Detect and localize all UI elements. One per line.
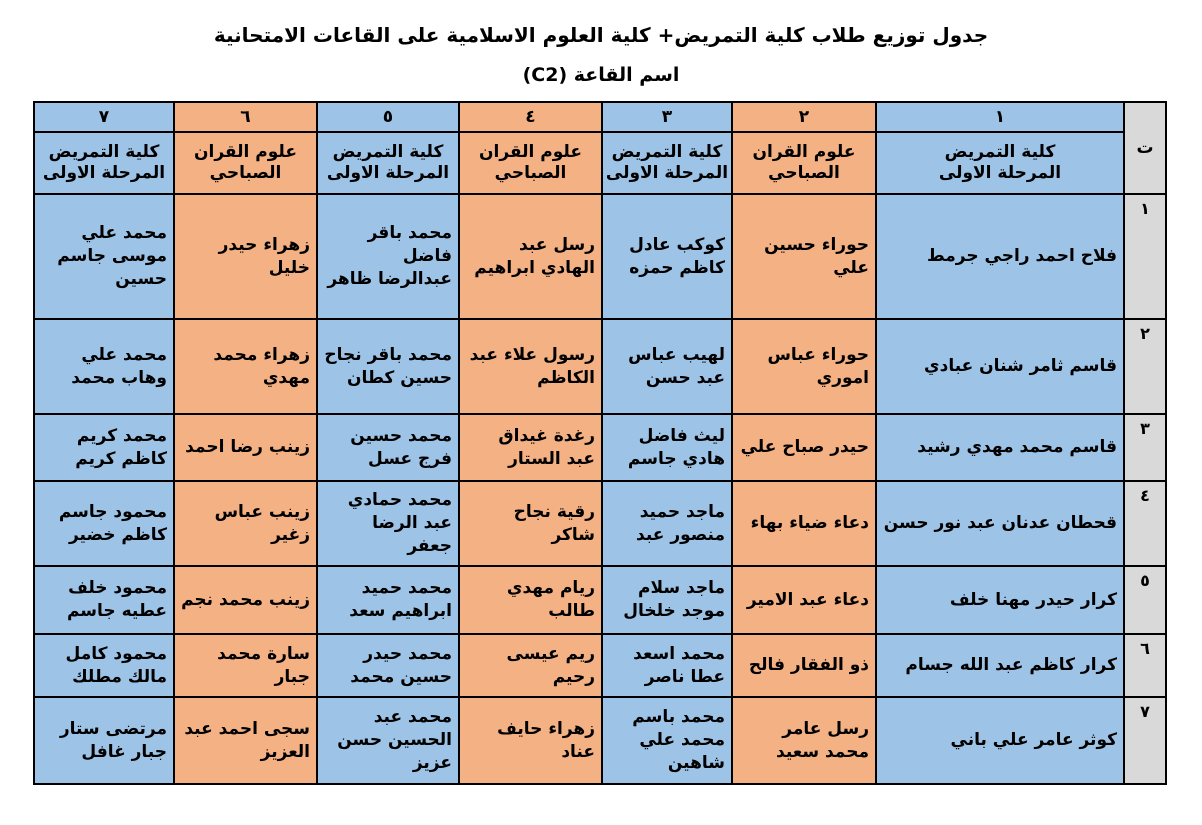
student-name-cell: رسل عبد الهادي ابراهيم [459,194,602,319]
student-name-cell: رسول علاء عبد الكاظم [459,319,602,414]
student-name-cell: كرار حيدر مهنا خلف [876,566,1124,634]
student-name-cell: زهراء حيدر خليل [174,194,317,319]
student-name-cell: محمد علي موسى جاسم حسين [34,194,174,319]
row-serial: ٧ [1124,697,1166,784]
student-name-cell: محمد علي وهاب محمد [34,319,174,414]
student-name-cell: ذو الفقار فالح [732,634,876,697]
student-name-cell: زينب محمد نجم [174,566,317,634]
student-name-cell: ماجد سلام موجد خلخال [602,566,732,634]
student-name-cell: محمود كامل مالك مطلك [34,634,174,697]
student-name-cell: زينب عباس زغير [174,481,317,566]
table-row [34,634,1166,697]
student-name-cell: محمد باسم محمد علي شاهين [602,697,732,784]
college-name: كلية التمريض المرحلة الاولى [42,141,166,183]
document-title: جدول توزيع طلاب كلية التمريض+ كلية العلوم الاسلامية على القاعات الامتحانية [213,23,989,47]
student-name-cell: كرار كاظم عبد الله جسام [876,634,1124,697]
table-row [34,319,1166,414]
student-name-cell: دعاء ضياء بهاء [732,481,876,566]
student-name-cell: كوثر عامر علي باني [876,697,1124,784]
table-row [34,194,1166,319]
student-name-cell: محمد باقر فاضل عبدالرضا ظاهر [317,194,459,319]
column-number-4: ٤ [459,102,602,132]
table-row [34,481,1166,566]
college-name: علوم القران الصباحي [752,141,856,183]
student-name-cell: لهيب عباس عبد حسن [602,319,732,414]
student-name-cell: محمود خلف عطيه جاسم [34,566,174,634]
student-name-cell: رغدة غيداق عبد الستار [459,414,602,481]
student-name-cell: محمد حسين فرج عسل [317,414,459,481]
row-serial: ٦ [1124,634,1166,697]
college-name: كلية التمريض المرحلة الاولى [605,141,729,183]
student-name-cell: ريم عيسى رحيم [459,634,602,697]
student-name-cell: رقية نجاح شاكر [459,481,602,566]
column-college-header [174,132,317,194]
row-serial: ١ [1124,194,1166,319]
column-number-6: ٦ [174,102,317,132]
student-name-cell: محمود جاسم كاظم خضير [34,481,174,566]
student-name-cell: محمد حيدر حسين محمد [317,634,459,697]
student-name-cell: قاسم ثامر شنان عبادي [876,319,1124,414]
column-number-7: ٧ [34,102,174,132]
column-college-header [602,132,732,194]
row-serial: ٤ [1124,481,1166,566]
table-row [34,566,1166,634]
student-name-cell: ماجد حميد منصور عبد [602,481,732,566]
student-name-cell: حوراء حسين علي [732,194,876,319]
column-college-header [459,132,602,194]
student-name-cell: سارة محمد جبار [174,634,317,697]
column-number-2: ٢ [732,102,876,132]
student-name-cell: كوكب عادل كاظم حمزه [602,194,732,319]
column-number-1: ١ [876,102,1124,132]
student-name-cell: محمد حميد ابراهيم سعد [317,566,459,634]
student-name-cell: فلاح احمد راجي جرمط [876,194,1124,319]
student-name-cell: محمد باقر نجاح حسين كطان [317,319,459,414]
column-number-3: ٣ [602,102,732,132]
row-serial: ٥ [1124,566,1166,634]
student-name-cell: ريام مهدي طالب [459,566,602,634]
student-name-cell: سجى احمد عبد العزيز [174,697,317,784]
college-name: كلية التمريض المرحلة الاولى [938,141,1062,183]
college-name: علوم القران الصباحي [194,141,297,183]
student-name-cell: رسل عامر محمد سعيد [732,697,876,784]
student-name-cell: محمد عبد الحسين حسن عزيز [317,697,459,784]
student-name-cell: قحطان عدنان عبد نور حسن [876,481,1124,566]
student-name-cell: زهراء حايف عناد [459,697,602,784]
column-college-header [34,132,174,194]
exam-hall-distribution-table [33,101,1167,785]
student-name-cell: زينب رضا احمد [174,414,317,481]
column-college-header [732,132,876,194]
student-name-cell: حيدر صباح علي [732,414,876,481]
column-college-header [317,132,459,194]
row-serial: ٢ [1124,319,1166,414]
table-row [34,697,1166,784]
student-name-cell: محمد كريم كاظم كريم [34,414,174,481]
student-name-cell: زهراء محمد مهدي [174,319,317,414]
student-name-cell: محمد اسعد عطا ناصر [602,634,732,697]
serial-column-header: ت [1124,102,1166,194]
table-row [34,414,1166,481]
column-number-5: ٥ [317,102,459,132]
college-name: علوم القران الصباحي [479,141,582,183]
column-college-header [876,132,1124,194]
student-name-cell: قاسم محمد مهدي رشيد [876,414,1124,481]
row-serial: ٣ [1124,414,1166,481]
student-name-cell: دعاء عبد الامير [732,566,876,634]
student-name-cell: محمد حمادي عبد الرضا جعفر [317,481,459,566]
student-name-cell: حوراء عباس اموري [732,319,876,414]
college-name: كلية التمريض المرحلة الاولى [326,141,450,183]
hall-name-subtitle: اسم القاعة (C2) [522,64,680,86]
student-name-cell: مرتضى ستار جبار غافل [34,697,174,784]
student-name-cell: ليث فاضل هادي جاسم [602,414,732,481]
